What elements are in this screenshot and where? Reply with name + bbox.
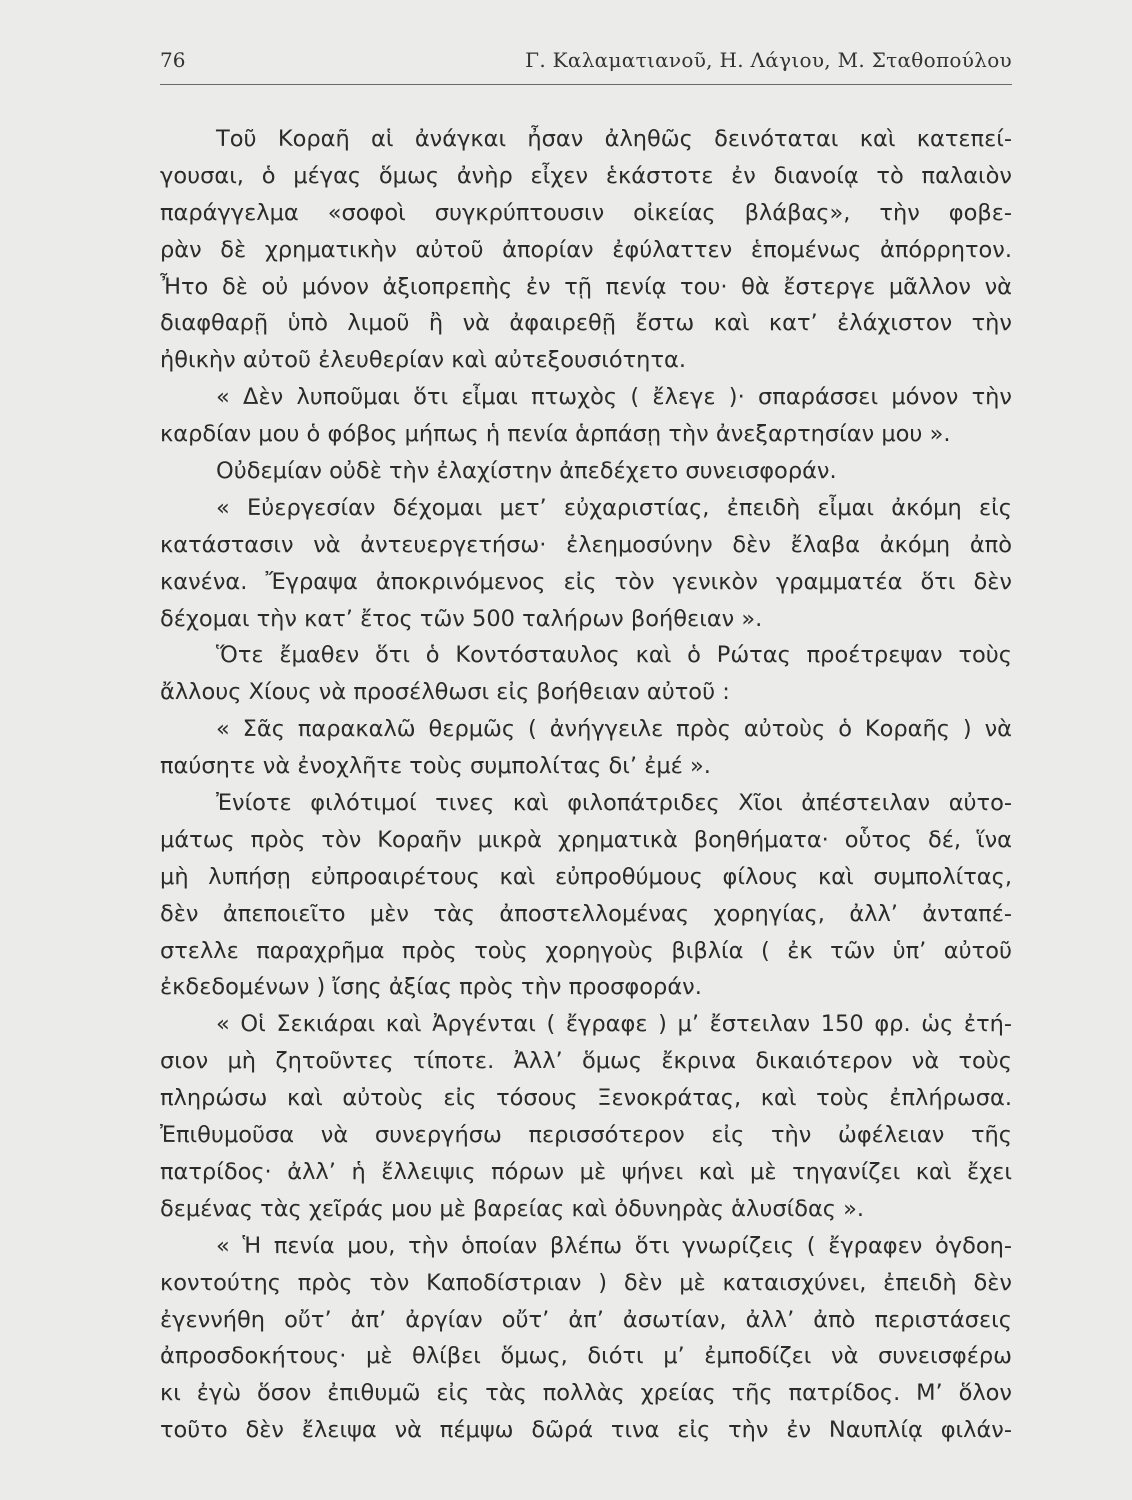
text-line: Ἐπιθυμοῦσα νὰ συνεργήσω περισσότερον εἰς τὴν ὠφέλειαν τῆς bbox=[160, 1122, 1012, 1149]
text-line: ἄλλους Χίους νὰ προσέλθωσι εἰς βοήθειαν αὐτοῦ : bbox=[160, 679, 730, 706]
text-line: Ὅτε ἔμαθεν ὅτι ὁ Κοντόσταυλος καὶ ὁ Ρώτας προέτρεψαν τοὺς bbox=[216, 642, 1012, 669]
text-line: γουσαι, ὁ μέγας ὅμως ἀνὴρ εἶχεν ἑκάστοτε ἐν διανοίᾳ τὸ παλαιὸν bbox=[160, 162, 1012, 189]
text-line: ἀπροσδοκήτους· μὲ θλίβει ὅμως, διότι μ’ ἐμποδίζει νὰ συνεισφέρω bbox=[160, 1343, 1012, 1370]
text-line: δὲν ἀπεποιεῖτο μὲν τὰς ἀποστελλομένας χορηγίας, ἀλλ’ ἀνταπέ- bbox=[160, 900, 1012, 927]
page-number: 76 bbox=[160, 48, 186, 72]
text-line: στελλε παραχρῆμα πρὸς τοὺς χορηγοὺς βιβλία ( ἐκ τῶν ὑπ’ αὐτοῦ bbox=[160, 937, 1012, 964]
text-line: ρὰν δὲ χρηματικὴν αὐτοῦ ἀπορίαν ἐφύλαττεν ἑπομένως ἀπόρρητον. bbox=[160, 236, 1012, 263]
text-line: δέχομαι τὴν κατ’ ἔτος τῶν 500 ταλήρων βοήθειαν ». bbox=[160, 605, 763, 632]
text-line: Τοῦ Κοραῆ αἱ ἀνάγκαι ἦσαν ἀληθῶς δεινόταται καὶ κατεπεί- bbox=[216, 126, 1012, 152]
text-line: κοντούτης πρὸς τὸν Καποδίστριαν ) δὲν μὲ καταισχύνει, ἐπειδὴ δὲν bbox=[160, 1269, 1012, 1296]
text-line: τοῦτο δὲν ἔλειψα νὰ πέμψω δῶρά τινα εἰς τὴν ἐν Ναυπλίᾳ φιλάν- bbox=[160, 1417, 1012, 1444]
text-line: « Εὐεργεσίαν δέχομαι μετ’ εὐχαριστίας, ἐπειδὴ εἶμαι ἀκόμη εἰς bbox=[216, 494, 1012, 521]
text-line: καρδίαν μου ὁ φόβος μήπως ἡ πενία ἁρπάσῃ τὴν ἀνεξαρτησίαν μου ». bbox=[160, 421, 951, 448]
text-line: μὴ λυπήσῃ εὐπροαιρέτους καὶ εὐπροθύμους φίλους καὶ συμπολίτας, bbox=[160, 863, 1012, 890]
header-rule bbox=[160, 84, 1012, 85]
text-line: δεμένας τὰς χεῖράς μου μὲ βαρείας καὶ ὀδυνηρὰς ἁλυσίδας ». bbox=[160, 1195, 865, 1222]
text-line: « Δὲν λυποῦμαι ὅτι εἶμαι πτωχὸς ( ἔλεγε )· σπαράσσει μόνον τὴν bbox=[216, 384, 1012, 411]
text-line: πληρώσω καὶ αὐτοὺς εἰς τόσους Ξενοκράτας, καὶ τοὺς ἐπλήρωσα. bbox=[160, 1085, 1012, 1112]
text-line: « Ἡ πενία μου, τὴν ὁποίαν βλέπω ὅτι γνωρίζεις ( ἔγραφεν ὀγδοη- bbox=[216, 1232, 1012, 1259]
text-line: μάτως πρὸς τὸν Κοραῆν μικρὰ χρηματικὰ βοηθήματα· οὗτος δέ, ἵνα bbox=[160, 826, 1012, 853]
text-line: ἐκδεδομένων ) ἴσης ἀξίας πρὸς τὴν προσφοράν. bbox=[160, 974, 702, 1001]
body-text bbox=[160, 121, 1012, 1449]
text-line: ἐγεννήθη οὔτ’ ἀπ’ ἀργίαν οὔτ’ ἀπ’ ἀσωτίαν, ἀλλ’ ἀπὸ περιστάσεις bbox=[160, 1306, 1012, 1333]
text-line: « Σᾶς παρακαλῶ θερμῶς ( ἀνήγγειλε πρὸς αὐτοὺς ὁ Κοραῆς ) νὰ bbox=[216, 716, 1012, 743]
text-line: παύσητε νὰ ἐνοχλῆτε τοὺς συμπολίτας δι’ ἐμέ ». bbox=[160, 753, 711, 780]
text-line: σιον μὴ ζητοῦντες τίποτε. Ἀλλ’ ὅμως ἔκρινα δικαιότερον νὰ τοὺς bbox=[160, 1048, 1012, 1075]
text-line: Ἐνίοτε φιλότιμοί τινες καὶ φιλοπάτριδες Χῖοι ἀπέστειλαν αὐτο- bbox=[216, 790, 1012, 817]
text-line: κανένα. Ἔγραψα ἀποκρινόμενος εἰς τὸν γενικὸν γραμματέα ὅτι δὲν bbox=[160, 568, 1012, 595]
text-line: Ἦτο δὲ οὐ μόνον ἀξιοπρεπὴς ἐν τῇ πενίᾳ του· θὰ ἔστεργε μᾶλλον νὰ bbox=[160, 273, 1012, 300]
text-line: διαφθαρῇ ὑπὸ λιμοῦ ἢ νὰ ἀφαιρεθῇ ἔστω καὶ κατ’ ἐλάχιστον τὴν bbox=[160, 310, 1012, 337]
text-line: « Οἱ Σεκιάραι καὶ Ἀργένται ( ἔγραφε ) μ’ ἔστειλαν 150 φρ. ὡς ἐτή- bbox=[216, 1011, 1012, 1038]
text-line: κατάστασιν νὰ ἀντευεργετήσω· ἐλεημοσύνην δὲν ἔλαβα ἀκόμη ἀπὸ bbox=[160, 531, 1012, 558]
text-line: ἠθικὴν αὐτοῦ ἐλευθερίαν καὶ αὐτεξουσιότητα. bbox=[160, 347, 686, 374]
text-line: πατρίδος· ἀλλ’ ἡ ἔλλειψις πόρων μὲ ψήνει καὶ μὲ τηγανίζει καὶ ἔχει bbox=[160, 1158, 1012, 1185]
running-head: Γ. Καλαματιανοῦ, Η. Λάγιου, Μ. Σταθοπούλου bbox=[525, 48, 1012, 72]
text-line: κι ἐγὼ ὅσον ἐπιθυμῶ εἰς τὰς πολλὰς χρείας τῆς πατρίδος. Μ’ ὅλον bbox=[160, 1380, 1012, 1407]
text-line: παράγγελμα «σοφοὶ συγκρύπτουσιν οἰκείας βλάβας», τὴν φοβε- bbox=[160, 199, 1012, 226]
text-line: Οὐδεμίαν οὐδὲ τὴν ἐλαχίστην ἀπεδέχετο συνεισφοράν. bbox=[216, 458, 837, 485]
